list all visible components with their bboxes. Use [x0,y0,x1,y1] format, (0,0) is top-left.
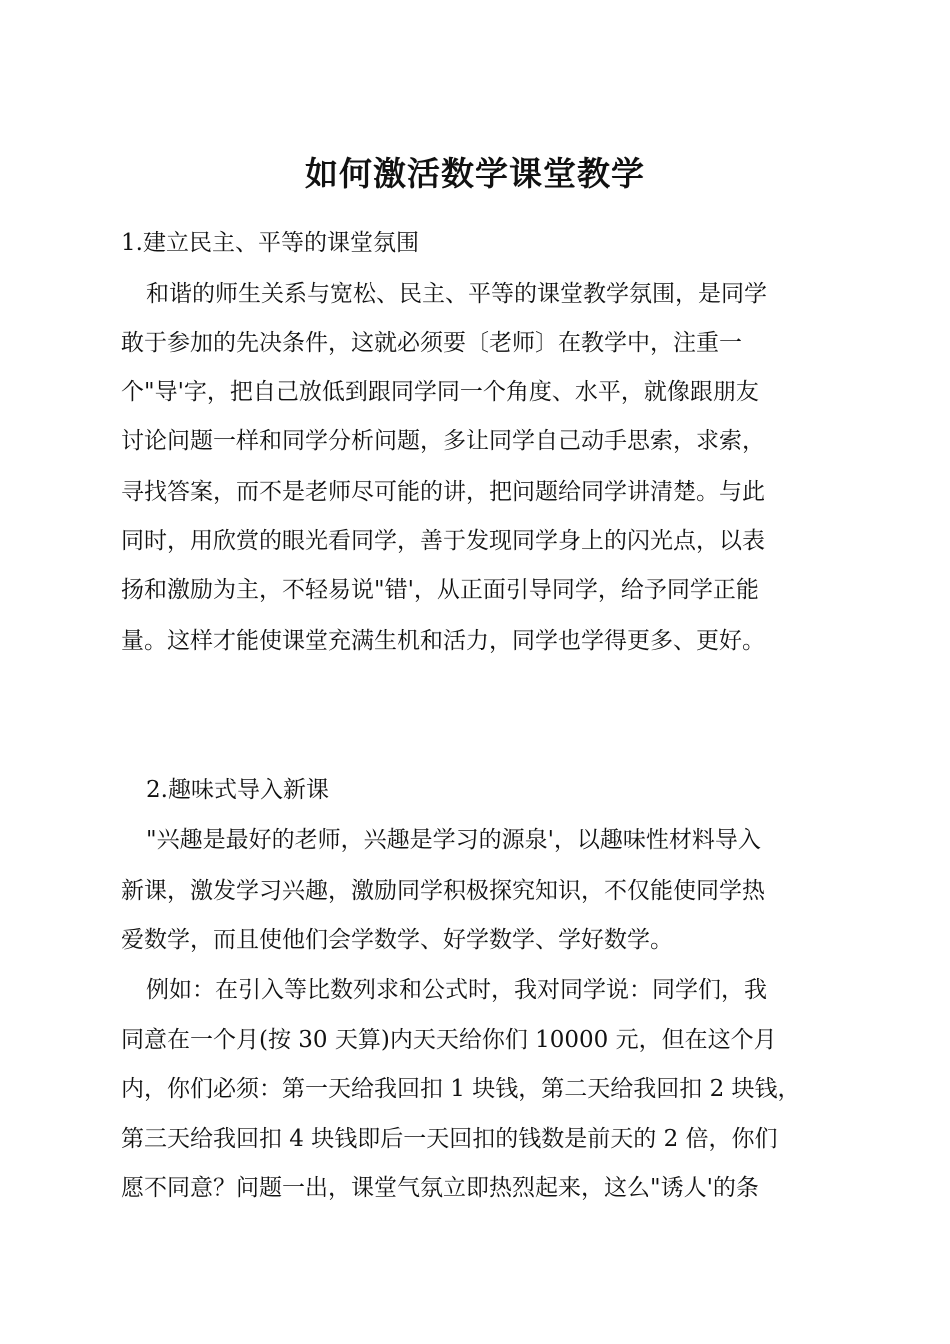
section1-line-7: 扬和激励为主，不轻易说"错'，从正面引导同学，给予同学正能 [121,577,759,603]
section2-p2-line-3: 内，你们必须：第一天给我回扣 1 块钱，第二天给我回扣 2 块钱， [121,1076,801,1102]
section2-p2-line-1: 例如：在引入等比数列求和公式时，我对同学说：同学们，我 [146,977,767,1003]
section1-line-2: 敢于参加的先决条件，这就必须要〔老师〕在教学中，注重一 [121,330,742,356]
section2-p1-line-1: "兴趣是最好的老师，兴趣是学习的源泉'，以趣味性材料导入 [146,827,761,853]
section1-line-4: 讨论问题一样和同学分析问题，多让同学自己动手思索，求索， [121,428,765,454]
section1-line-8: 量。这样才能使课堂充满生机和活力，同学也学得更多、更好。 [121,628,765,654]
section2-p1-line-2: 新课，激发学习兴趣，激励同学积极探究知识，不仅能使同学热 [121,878,765,904]
section2-p1-line-3: 爱数学，而且使他们会学数学、好学数学、学好数学。 [121,927,673,953]
section2-heading: 2.趣味式导入新课 [146,777,329,803]
section2-p2-line-5: 愿不同意？问题一出，课堂气氛立即热烈起来，这么"诱人'的条 [121,1175,759,1201]
document-title: 如何激活数学课堂教学 [305,154,645,193]
section1-line-1: 和谐的师生关系与宽松、民主、平等的课堂教学氛围，是同学 [146,281,767,307]
section1-heading: 1.建立民主、平等的课堂氛围 [121,230,419,256]
section1-line-3: 个"导'字，把自己放低到跟同学同一个角度、水平，就像跟朋友 [121,379,759,405]
section2-p2-line-2: 同意在一个月(按 30 天算)内天天给你们 10000 元，但在这个月 [121,1027,777,1053]
section1-line-6: 同时，用欣赏的眼光看同学，善于发现同学身上的闪光点，以表 [121,528,765,554]
section1-line-5: 寻找答案，而不是老师尽可能的讲，把问题给同学讲清楚。与此 [121,479,765,505]
section2-p2-line-4: 第三天给我回扣 4 块钱即后一天回扣的钱数是前天的 2 倍，你们 [121,1126,778,1152]
